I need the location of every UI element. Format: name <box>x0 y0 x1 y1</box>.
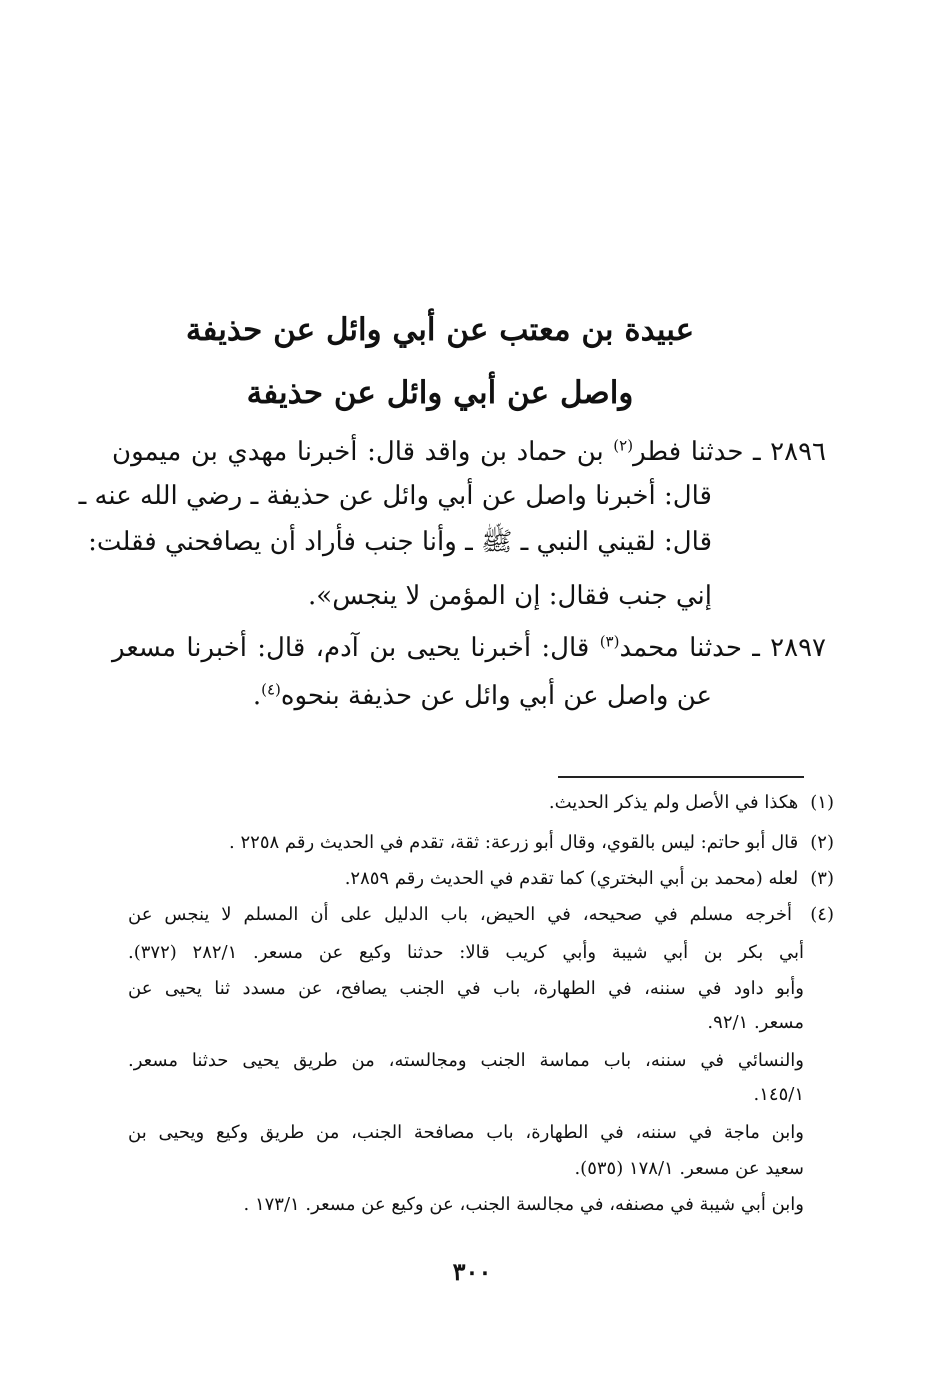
footnote-number: (٣) <box>810 868 834 889</box>
hadith-number: ٢٨٩٦ <box>770 437 826 467</box>
hadith-text: . <box>252 681 262 711</box>
hadith-text: بن حماد بن واقد قال: أخبرنا مهدي بن ميمون <box>112 437 614 467</box>
page-number: ٣٠٠ <box>452 1257 492 1286</box>
footnote-ref: (٤) <box>261 680 281 699</box>
section-heading-line-1: عبيدة بن معتب عن أبي وائل عن حذيفة <box>185 312 695 348</box>
footnote-number: (١) <box>810 792 834 813</box>
footnote-4-line-6: ١٤٥/١. <box>753 1084 804 1105</box>
footnote-4-line-5: والنسائي في سننه، باب مماسة الجنب ومجالسته، من طريق يحيى حدثنا مسعر. <box>128 1050 804 1071</box>
hadith-text: عن واصل عن أبي وائل عن حذيفة بنحوه <box>280 681 712 711</box>
footnote-text: قال أبو حاتم: ليس بالقوي، وقال أبو زرعة: ثقة، تقدم في الحديث رقم ٢٢٥٨ . <box>229 832 799 853</box>
footnote-4-line-4: مسعر. ٩٢/١. <box>707 1012 804 1033</box>
hadith-text: قال: أخبرنا يحيى بن آدم، قال: أخبرنا مسعر <box>112 633 600 663</box>
hadith-text: ـ حدثنا فطر <box>633 437 771 467</box>
hadith-2897-line-1 <box>112 628 826 668</box>
footnote-4-line-1 <box>128 900 834 930</box>
footnote-text: لعله (محمد بن أبي البختري) كما تقدم في الحديث رقم ٢٨٥٩. <box>344 868 799 889</box>
footnote-ref: (٣) <box>599 632 620 651</box>
footnote-separator <box>558 776 804 778</box>
footnote-4-line-2: أبي بكر بن أبي شيبة وأبي كريب قالا: حدثنا وكيع عن مسعر. ٢٨٢/١ (٣٧٢). <box>128 942 804 963</box>
hadith-number: ٢٨٩٧ <box>770 633 827 663</box>
footnote-text: هكذا في الأصل ولم يذكر الحديث. <box>548 792 799 813</box>
hadith-2896-line-2: قال: أخبرنا واصل عن أبي وائل عن حذيفة ـ رضي الله عنه ـ <box>78 481 712 511</box>
hadith-2896-line-4: إني جنب فقال: إن المؤمن لا ينجس». <box>308 581 712 611</box>
footnote-text: أخرجه مسلم في صحيحه، في الحيض، باب الدليل على أن المسلم لا ينجس عن <box>128 904 793 925</box>
footnote-4-line-3: وأبو داود في سننه، في الطهارة، باب في الجنب يصافح، عن مسدد ثنا يحيى عن <box>128 978 804 999</box>
footnote-1 <box>128 788 834 818</box>
footnote-4-line-7: وابن ماجة في سننه، في الطهارة، باب مصافحة الجنب، من طريق وكيع ويحيى بن <box>128 1122 804 1143</box>
hadith-2896-line-1 <box>112 432 826 472</box>
hadith-2896-line-3: قال: لقيني النبي ـ ﷺ ـ وأنا جنب فأراد أن يصافحني فقلت: <box>88 527 712 557</box>
hadith-2897-line-2 <box>112 676 712 716</box>
footnote-number: (٤) <box>810 904 834 925</box>
footnote-3 <box>128 864 834 894</box>
footnote-2 <box>128 828 834 858</box>
footnote-4-line-9: وابن أبي شيبة في مصنفه، في مجالسة الجنب، عن وكيع عن مسعر. ١٧٣/١ . <box>243 1194 804 1215</box>
footnote-4-line-8: سعيد عن مسعر. ١٧٨/١ (٥٣٥). <box>574 1158 804 1179</box>
section-heading-line-2: واصل عن أبي وائل عن حذيفة <box>246 375 634 411</box>
hadith-text: ـ حدثنا محمد <box>619 633 771 663</box>
footnote-ref: (٢) <box>613 436 634 455</box>
footnote-number: (٢) <box>810 832 834 853</box>
